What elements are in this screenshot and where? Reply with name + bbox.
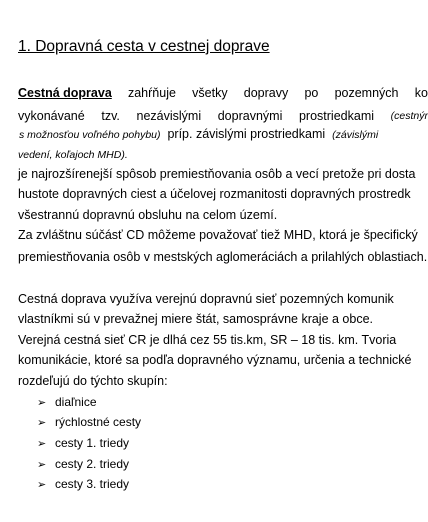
paragraph-1-line-5: je najrozšírenejší spôsob premiestňovania osôb a vecí pretože pri dosta xyxy=(18,167,416,181)
text-word: pozemných xyxy=(334,86,399,100)
text-run: príp. závislými prostriedkami xyxy=(167,127,326,141)
paragraph-1-line-2 xyxy=(18,109,428,123)
paragraph-2-line-2: vlastníkmi sú v prevažnej miere štát, samosprávne kraje a obce. xyxy=(18,312,374,326)
list-item xyxy=(37,436,129,451)
list-item xyxy=(37,457,129,472)
list-item xyxy=(37,395,97,410)
text-word: dopravnými xyxy=(217,109,283,123)
paragraph-2-line-5: rozdeľujú do týchto skupín: xyxy=(18,374,168,388)
paragraph-1-line-4 xyxy=(18,147,128,162)
list-item-label: cesty 3. triedy xyxy=(55,477,130,491)
italic-note: (závislými xyxy=(332,129,379,141)
list-item xyxy=(37,415,141,430)
paragraph-1-line-1 xyxy=(18,86,428,100)
paragraph-2-line-4: komunikácie, ktoré sa podľa dopravného významu, určenia a technické xyxy=(18,353,412,367)
text-word: vykonávané xyxy=(18,109,85,123)
list-item-label: diaľnice xyxy=(55,395,97,409)
text-word: po xyxy=(304,86,319,100)
paragraph-1-line-8: Za zvláštnu súčásť CD môžeme považovať tiež MHD, ktorá je špecifický xyxy=(18,228,418,242)
italic-note: (cestnýr xyxy=(390,110,428,122)
arrow-right-icon: ➢ xyxy=(37,438,47,450)
arrow-right-icon: ➢ xyxy=(37,459,47,471)
paragraph-1-line-7: všestrannú dopravnú obsluhu na celom území. xyxy=(18,208,278,222)
text-word: všetky xyxy=(192,86,228,100)
text-word: tzv. xyxy=(101,109,120,123)
text-word: dopravy xyxy=(243,86,289,100)
italic-note: s možnosťou voľného pohybu) xyxy=(19,129,161,141)
list-item-label: rýchlostné cesty xyxy=(55,415,142,429)
term-cestna-doprava: Cestná doprava xyxy=(18,86,112,100)
paragraph-2-line-3: Verejná cestná sieť CR je dlhá cez 55 tis.km, SR – 18 tis. km. Tvoria xyxy=(18,333,397,347)
arrow-right-icon: ➢ xyxy=(37,397,47,409)
paragraph-1-line-3 xyxy=(19,127,378,142)
list-item xyxy=(37,477,129,492)
page-title: 1. Dopravná cesta v cestnej doprave xyxy=(18,38,270,55)
text-word: nezávislými xyxy=(136,109,202,123)
paragraph-1-line-6: hustote dopravných ciest a účelovej rozmanitosti dopravných prostredk xyxy=(18,187,411,201)
text-word: ko xyxy=(414,86,428,100)
paragraph-1-line-9: premiestňovania osôb v mestských aglomeráciách a prilahlých oblastiach. xyxy=(18,250,428,264)
arrow-right-icon: ➢ xyxy=(37,479,47,491)
italic-note: vedení, koľajoch MHD). xyxy=(18,149,128,161)
text-word: prostriedkami xyxy=(298,109,375,123)
list-item-label: cesty 1. triedy xyxy=(55,436,130,450)
list-item-label: cesty 2. triedy xyxy=(55,457,130,471)
arrow-right-icon: ➢ xyxy=(37,417,47,429)
text-word: zahŕňuje xyxy=(127,86,176,100)
paragraph-2-line-1: Cestná doprava využíva verejnú dopravnú sieť pozemných komunik xyxy=(18,292,394,306)
